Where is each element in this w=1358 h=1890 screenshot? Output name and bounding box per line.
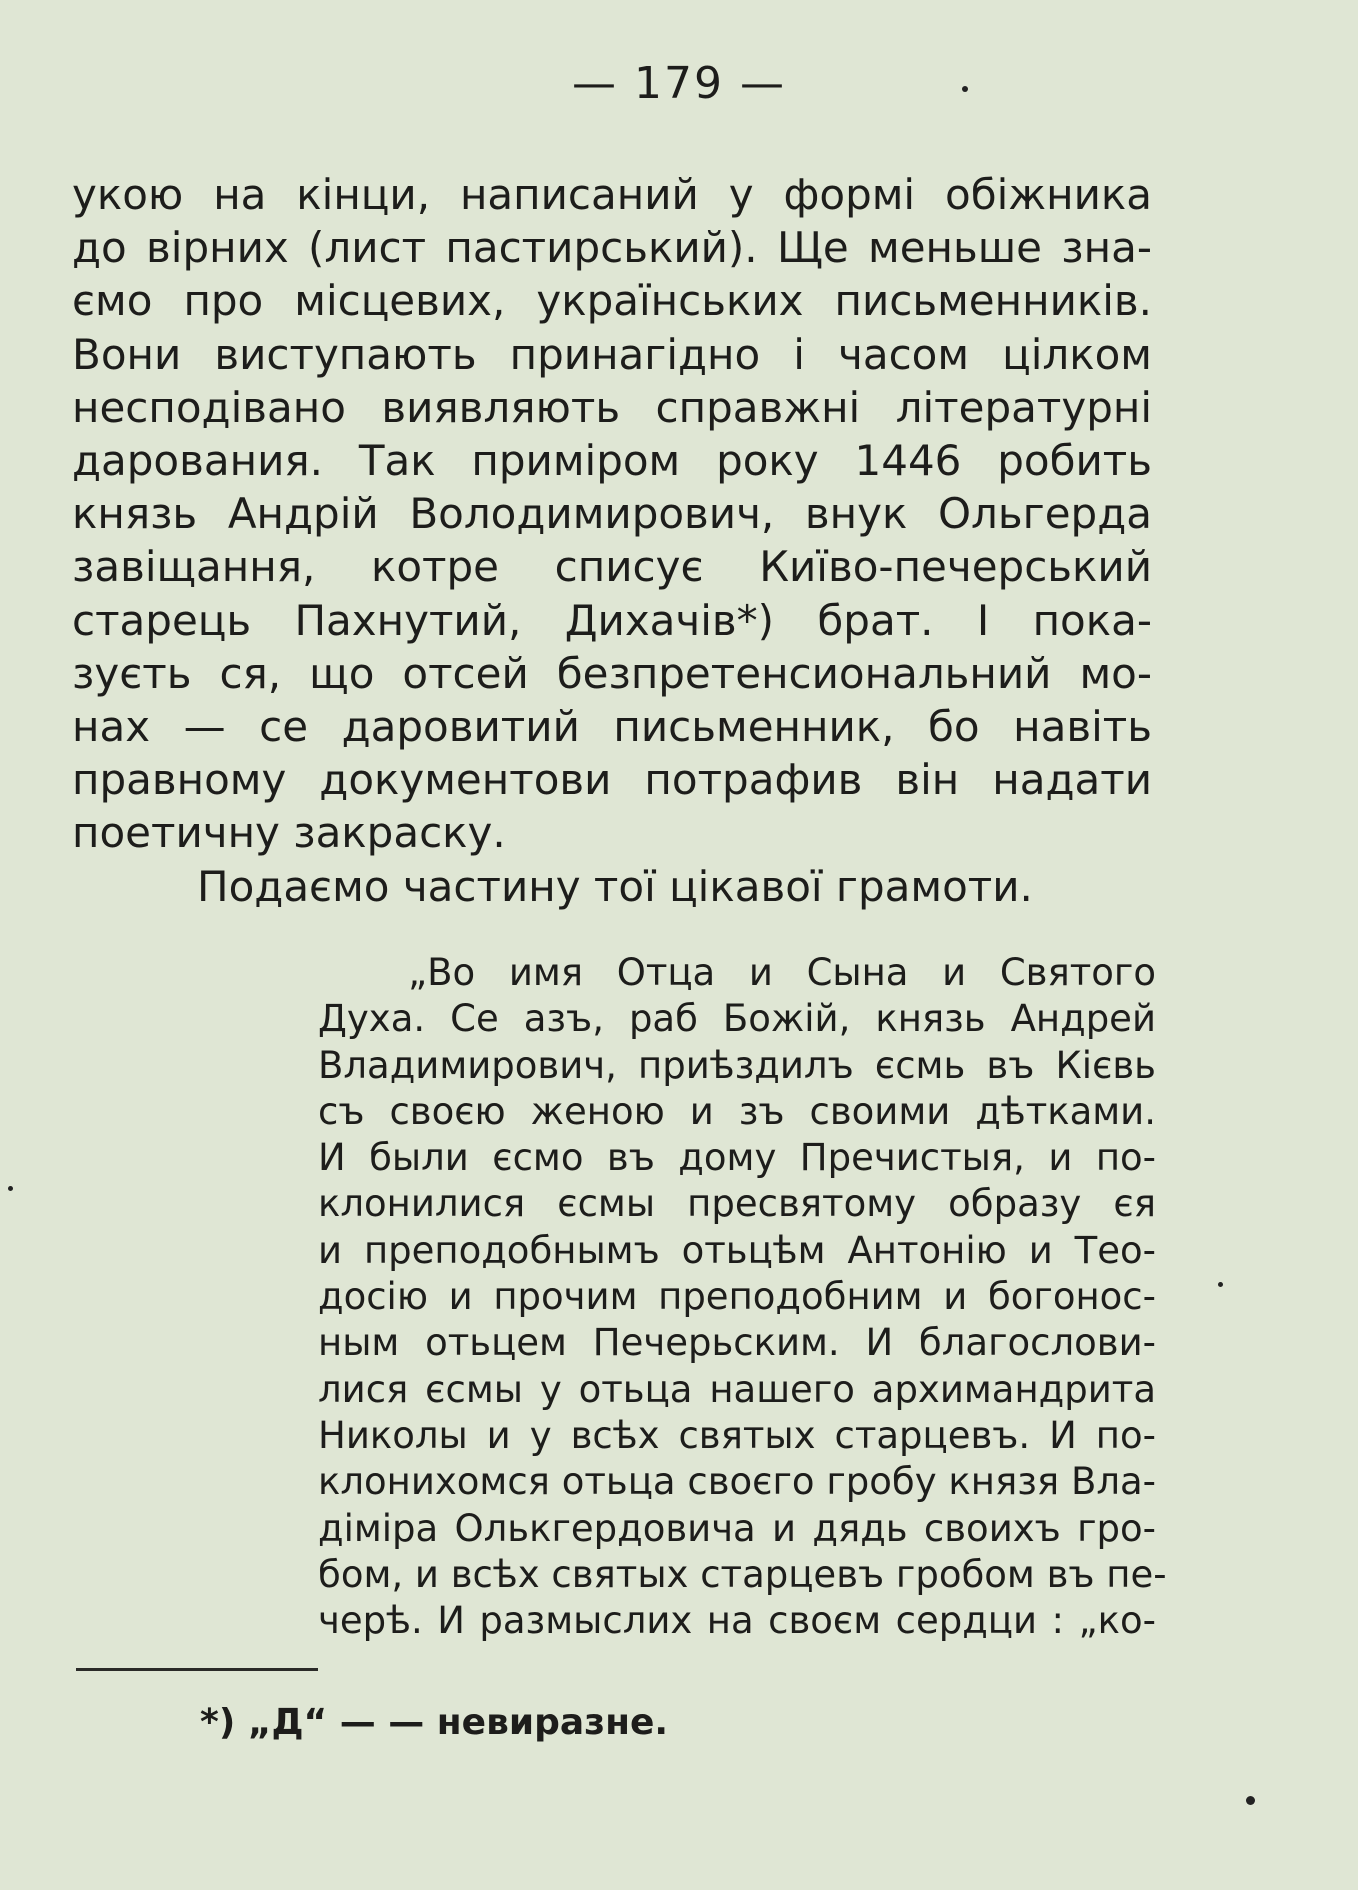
main-paragraph <box>72 168 1152 913</box>
quote-line: черѣ. И размыслих на своєм сердци : „ко- <box>318 1599 1156 1643</box>
text-line: до вірних (лист пастирський). Ще меньше зна- <box>72 223 1152 273</box>
paper-speck <box>1218 1282 1223 1287</box>
quote-line: И были єсмо въ дому Пречистыя, и по- <box>318 1136 1156 1180</box>
quote-line: діміра Олькгердовича и дядь своихъ гро- <box>318 1506 1156 1550</box>
text-line: князь Андрій Володимирович, внук Ольгерда <box>72 489 1152 539</box>
text-line: правному документови потрафив він надати <box>72 755 1152 805</box>
quoted-charter <box>318 950 1167 1644</box>
page-number: — 179 — <box>572 58 786 109</box>
quote-line: ным отьцем Печерьским. И благослови- <box>318 1321 1156 1365</box>
quote-line: клонихомся отьца своєго гробу князя Вла- <box>318 1460 1156 1504</box>
text-line: дарования. Так приміром року 1446 робить <box>72 436 1152 486</box>
text-line: ємо про місцевих, українських письменників. <box>72 276 1152 326</box>
text-line: нах — се даровитий письменник, бо навіть <box>72 702 1152 752</box>
text-line: старець Пахнутий, Дихачів*) брат. І пока- <box>72 595 1152 645</box>
text-line: зуєть ся, що отсей безпретенсиональний мо- <box>72 648 1152 698</box>
quote-line: Николы и у всѣх святых старцевъ. И по- <box>318 1413 1156 1457</box>
text-line: поетичну закраску. <box>72 808 506 858</box>
footnote-divider <box>76 1668 318 1671</box>
intro-line: Подаємо частину тої цікавої грамоти. <box>197 861 1033 911</box>
text-line: завіщання, котре списує Київо-печерський <box>72 542 1152 592</box>
quote-line: Духа. Се азъ, раб Божій, князь Андрей <box>318 997 1156 1041</box>
text-line: Вони виступають принагідно і часом цілком <box>72 329 1152 379</box>
quote-line: лися єсмы у отьца нашего архимандрита <box>318 1367 1156 1411</box>
quote-line: бом, и всѣх святых старцевъ гробом въ пе- <box>318 1552 1167 1596</box>
quote-line: досію и прочим преподобним и богонос- <box>318 1275 1156 1319</box>
quote-line: и преподобнымъ отьцѣм Антонію и Тео- <box>318 1228 1156 1272</box>
text-line: несподівано виявляють справжні літературні <box>72 382 1152 432</box>
paper-speck <box>1246 1796 1255 1805</box>
paper-speck <box>8 1186 13 1191</box>
footnote: *) „Д“ — — невиразне. <box>200 1702 669 1743</box>
quote-line: Владимирович, приѣздилъ єсмь въ Кієвь <box>318 1043 1156 1087</box>
quote-line: „Во имя Отца и Сына и Святого <box>408 951 1156 994</box>
text-line: укою на кінци, написаний у формі обіжника <box>72 170 1152 219</box>
quote-line: клонилися єсмы пресвятому образу єя <box>318 1182 1156 1226</box>
paper-speck <box>962 86 968 92</box>
quote-line: съ своєю женою и зъ своими дѣтками. <box>318 1089 1156 1133</box>
